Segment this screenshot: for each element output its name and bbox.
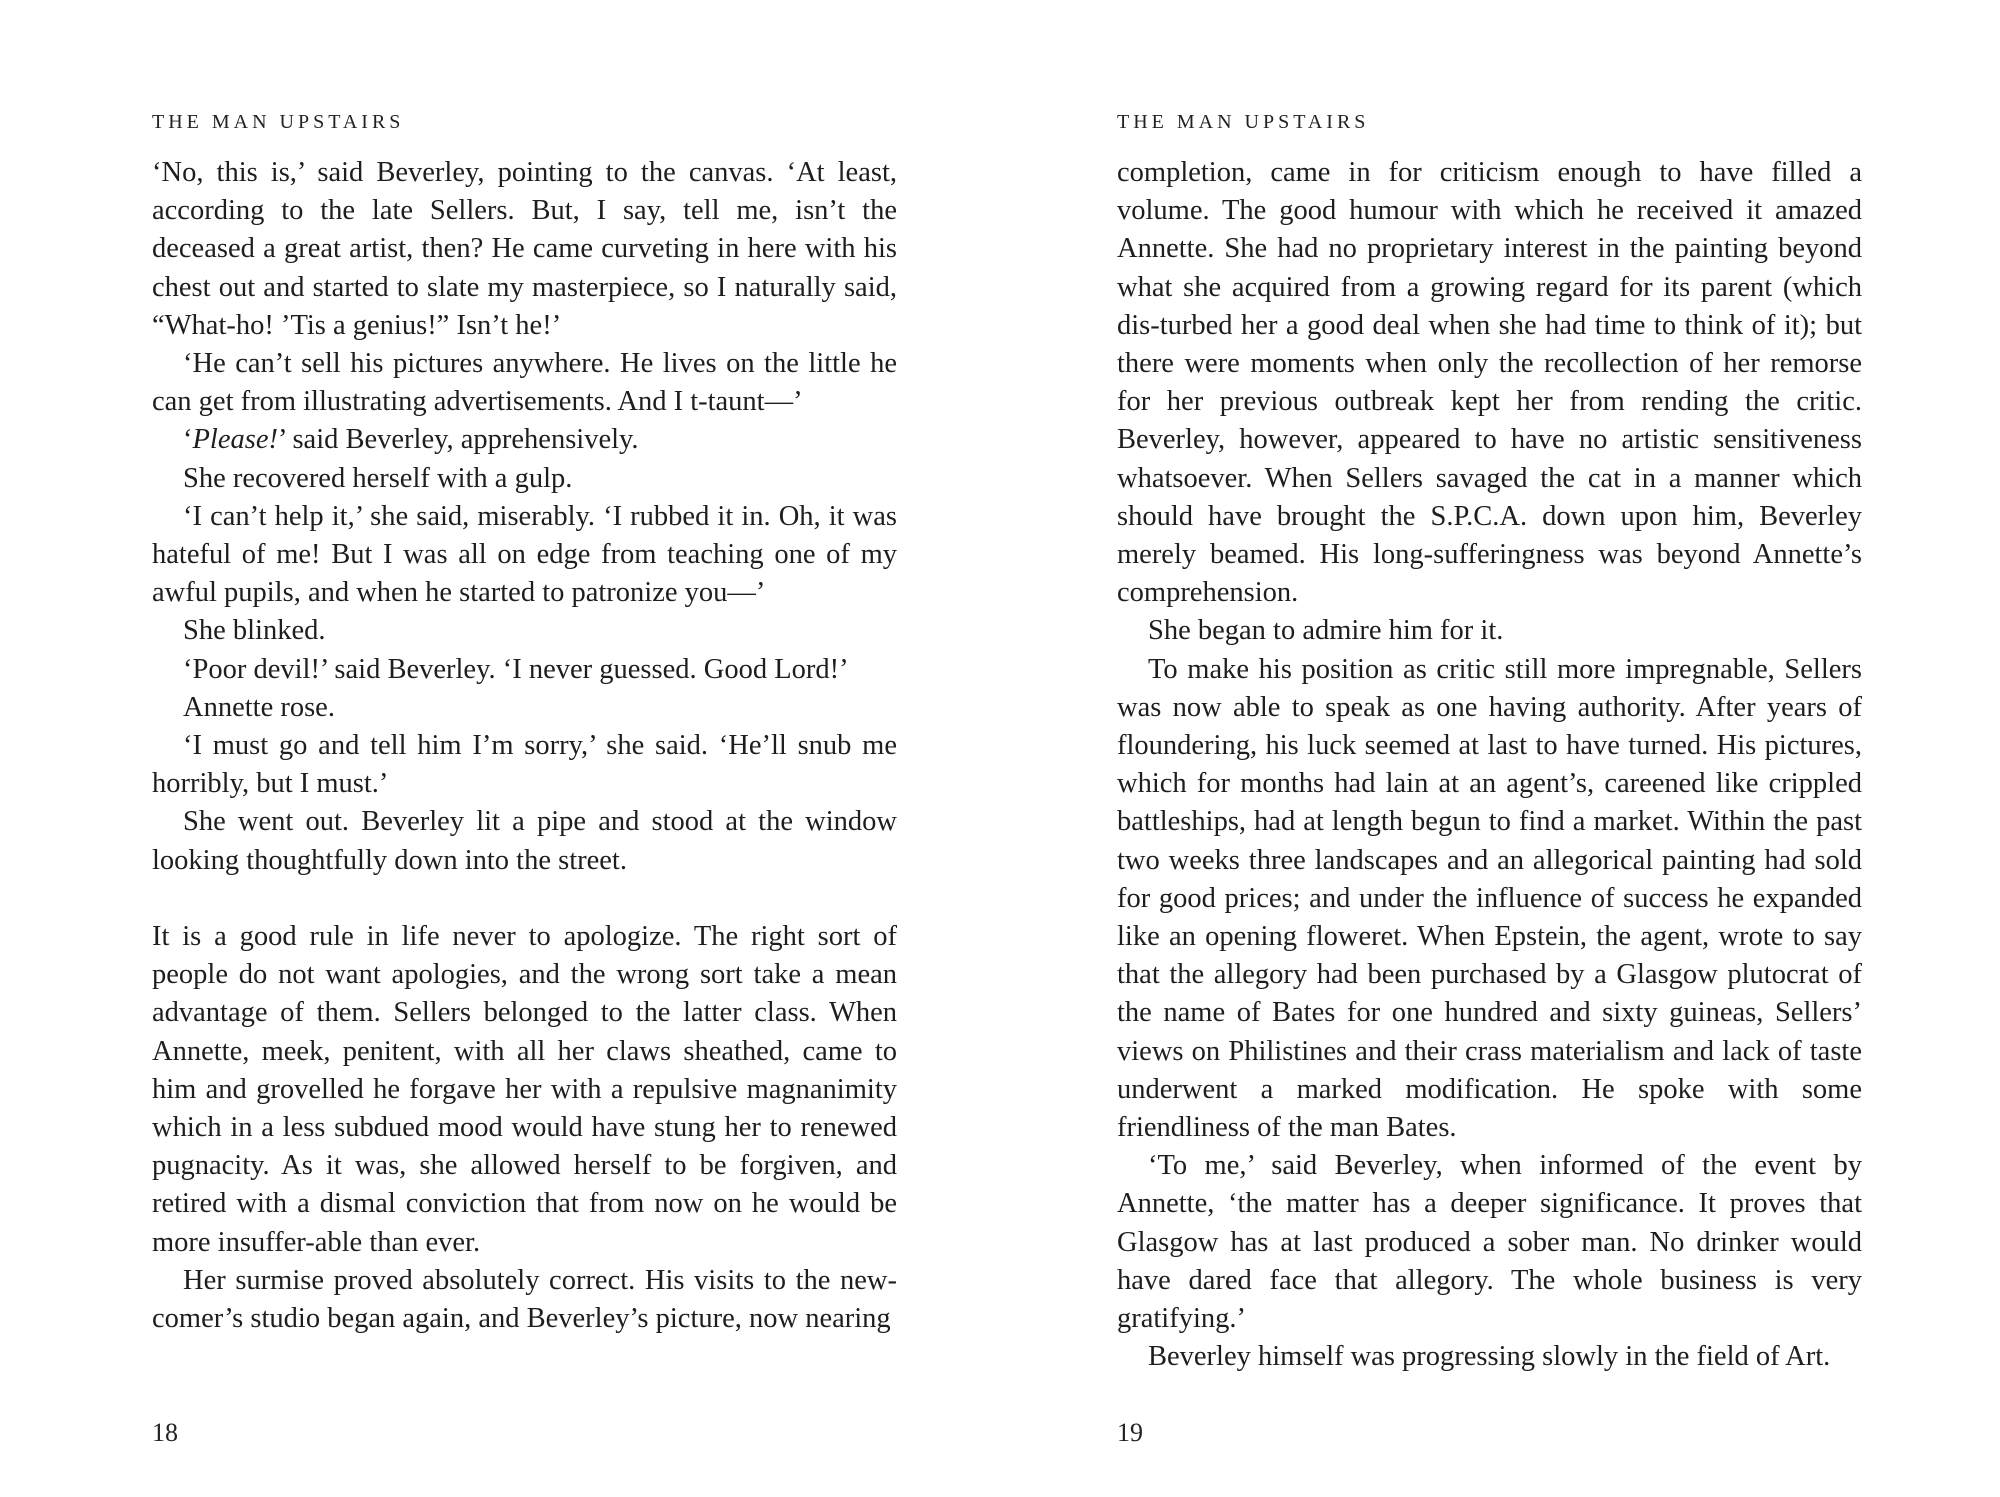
paragraph: ‘No, this is,’ said Beverley, pointing to the canvas. ‘At least, according to the late Sellers. But, I say, tell me, isn’t the deceased a great artist, then? He came curveting in here with his chest out and started to slate my masterpiece, so I naturally said, “What-ho! ’Tis a genius!” Isn’t he!’	[152, 157, 897, 341]
paragraph: She blinked.	[183, 615, 326, 647]
running-head: THE MAN UPSTAIRS	[152, 111, 405, 133]
paragraph: She recovered herself with a gulp.	[183, 462, 573, 494]
paragraph: ‘He can’t sell his pictures anywhere. He lives on the little he can get from illustrating advertisements. And I t-taunt—’	[152, 348, 897, 418]
paragraph: completion, came in for criticism enough to have filled a volume. The good humour with which he received it amazed Annette. She had no proprietary interest in the painting beyond what she acquired from a growing regard for its parent (which dis-turbed her a good deal when she had time to think of it); but there were moments when only the recollection of her remorse for her previous outbreak kept her from rending the critic. Beverley, however, appeared to have no artistic sensitiveness whatsoever. When Sellers savaged the cat in a manner which should have brought the S.P.C.A. down upon him, Beverley merely beamed. His long-sufferingness was beyond Annette’s comprehension.	[1117, 157, 1862, 609]
paragraph: To make his position as critic still more impregnable, Sellers was now able to speak as one having authority. After years of floundering, his luck seemed at last to have turned. His pictures, which for months had lain at an agent’s, careened like crippled battleships, had at length begun to find a market. Within the past two weeks three landscapes and an allegorical painting had sold for good prices; and under the influence of success he expanded like an opening floweret. When Epstein, the agent, wrote to say that the allegory had been purchased by a Glasgow plutocrat of the name of Bates for one hundred and sixty guineas, Sellers’ views on Philistines and their crass materialism and lack of taste underwent a marked modification. He spoke with some friendliness of the man Bates.	[1117, 653, 1862, 1144]
paragraph: ‘I can’t help it,’ she said, miserably. ‘I rubbed it in. Oh, it was hateful of me! But I was all on edge from teaching one of my awful pupils, and when he started to patronize you—’	[152, 500, 897, 609]
paragraph: ‘Poor devil!’ said Beverley. ‘I never guessed. Good Lord!’	[183, 653, 849, 685]
paragraph: Annette rose.	[183, 691, 335, 723]
paragraph: Her surmise proved absolutely correct. His visits to the new-comer’s studio began again, and Beverley’s picture, now nearing	[152, 1264, 897, 1335]
left-page	[152, 0, 897, 1497]
paragraph: ‘I must go and tell him I’m sorry,’ she said. ‘He’ll snub me horribly, but I must.’	[152, 730, 897, 800]
body-text	[152, 154, 897, 1338]
emphasis: Please!	[192, 424, 278, 456]
page-number: 18	[152, 1418, 178, 1447]
paragraph: She went out. Beverley lit a pipe and stood at the window looking thoughtfully down into the street.	[152, 806, 897, 876]
paragraph: Beverley himself was progressing slowly in the field of Art.	[1148, 1341, 1831, 1373]
paragraph: ‘To me,’ said Beverley, when informed of the event by Annette, ‘the matter has a deeper significance. It proves that Glasgow has at last produced a sober man. No drinker would have dared face that allegory. The whole business is very gratifying.’	[1117, 1150, 1862, 1335]
paragraph: ‘Please!’ said Beverley, apprehensively.	[183, 424, 639, 456]
body-text	[1117, 154, 1862, 1377]
paragraph: It is a good rule in life never to apologize. The right sort of people do not want apologies, and the wrong sort take a mean advantage of them. Sellers belonged to the latter class. When Annette, meek, penitent, with all her claws sheathed, came to him and grovelled he forgave her with a repulsive magnanimity which in a less subdued mood would have stung her to renewed pugnacity. As it was, she allowed herself to be forgiven, and retired with a dismal conviction that from now on he would be more insuffer-able than ever.	[152, 921, 897, 1258]
running-head: THE MAN UPSTAIRS	[1117, 111, 1370, 133]
page-number: 19	[1117, 1418, 1143, 1447]
right-page	[1117, 0, 1862, 1497]
paragraph: She began to admire him for it.	[1148, 615, 1504, 647]
